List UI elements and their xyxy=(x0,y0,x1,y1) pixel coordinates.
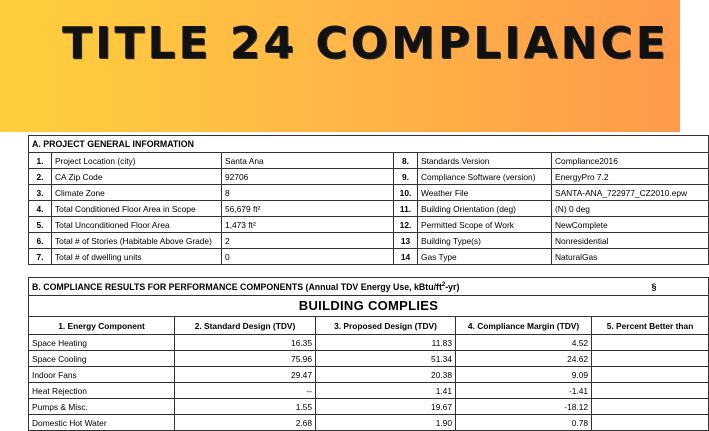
field-label: CA Zip Code xyxy=(52,169,222,185)
compliance-margin-value: -18.12 xyxy=(456,399,592,415)
field-label: Total # of Stories (Habitable Above Grade) xyxy=(52,233,222,249)
row-number: 7. xyxy=(29,249,52,265)
field-label: Total Conditioned Floor Area in Scope xyxy=(52,201,222,217)
column-header: 5. Percent Better than xyxy=(592,317,709,335)
compliance-results-table xyxy=(28,277,709,431)
section-a-title: A. PROJECT GENERAL INFORMATION xyxy=(29,136,709,153)
row-number: 8. xyxy=(394,153,418,169)
field-value: 8 xyxy=(222,185,394,201)
section-a-header-row xyxy=(29,136,709,153)
compliance-margin-value: 24.62 xyxy=(456,351,592,367)
field-value: SANTA-ANA_722977_CZ2010.epw xyxy=(552,185,709,201)
column-header: 1. Energy Component xyxy=(29,317,175,335)
field-value: 0 xyxy=(222,249,394,265)
compliance-margin-value: 0.78 xyxy=(456,415,592,431)
row-number: 10. xyxy=(394,185,418,201)
section-b-side-mark: § xyxy=(592,278,709,296)
info-row xyxy=(29,169,709,185)
compliance-document xyxy=(28,134,694,428)
field-label: Permitted Scope of Work xyxy=(418,217,552,233)
energy-component-row xyxy=(29,383,709,399)
field-label: Building Orientation (deg) xyxy=(418,201,552,217)
percent-better-value xyxy=(592,335,709,351)
energy-component-row xyxy=(29,335,709,351)
field-label: Weather File xyxy=(418,185,552,201)
component-name: Space Cooling xyxy=(29,351,175,367)
row-number: 4. xyxy=(29,201,52,217)
project-general-information-table xyxy=(28,135,709,265)
standard-design-value: 1.55 xyxy=(175,399,316,415)
info-row xyxy=(29,217,709,233)
proposed-design-value: 1.90 xyxy=(316,415,456,431)
component-name: Domestic Hot Water xyxy=(29,415,175,431)
row-number: 1. xyxy=(29,153,52,169)
field-label: Total # of dwelling units xyxy=(52,249,222,265)
field-value: NaturalGas xyxy=(552,249,709,265)
field-label: Total Unconditioned Floor Area xyxy=(52,217,222,233)
field-value: Nonresidential xyxy=(552,233,709,249)
field-label: Gas Type xyxy=(418,249,552,265)
percent-better-value xyxy=(592,399,709,415)
section-b-column-header-row xyxy=(29,317,709,335)
proposed-design-value: 11.83 xyxy=(316,335,456,351)
field-value: 2 xyxy=(222,233,394,249)
info-row xyxy=(29,153,709,169)
proposed-design-value: 51.34 xyxy=(316,351,456,367)
field-label: Compliance Software (version) xyxy=(418,169,552,185)
percent-better-value xyxy=(592,415,709,431)
energy-component-row xyxy=(29,367,709,383)
compliance-margin-value: 4.52 xyxy=(456,335,592,351)
proposed-design-value: 20.38 xyxy=(316,367,456,383)
field-value: Compliance2016 xyxy=(552,153,709,169)
building-complies-status: BUILDING COMPLIES xyxy=(29,296,709,317)
percent-better-value xyxy=(592,351,709,367)
field-value: 1,473 ft² xyxy=(222,217,394,233)
column-header: 2. Standard Design (TDV) xyxy=(175,317,316,335)
column-header: 4. Compliance Margin (TDV) xyxy=(456,317,592,335)
field-value: (N) 0 deg xyxy=(552,201,709,217)
field-value: EnergyPro 7.2 xyxy=(552,169,709,185)
standard-design-value: 16.35 xyxy=(175,335,316,351)
proposed-design-value: 1.41 xyxy=(316,383,456,399)
component-name: Pumps & Misc. xyxy=(29,399,175,415)
row-number: 9. xyxy=(394,169,418,185)
standard-design-value: 2.68 xyxy=(175,415,316,431)
field-value: 92706 xyxy=(222,169,394,185)
field-label: Building Type(s) xyxy=(418,233,552,249)
energy-component-row xyxy=(29,351,709,367)
proposed-design-value: 19.67 xyxy=(316,399,456,415)
component-name: Heat Rejection xyxy=(29,383,175,399)
column-header: 3. Proposed Design (TDV) xyxy=(316,317,456,335)
compliance-margin-value: 9.09 xyxy=(456,367,592,383)
row-number: 11. xyxy=(394,201,418,217)
percent-better-value xyxy=(592,367,709,383)
info-row xyxy=(29,185,709,201)
banner-title: TITLE 24 COMPLIANCE xyxy=(62,18,669,69)
info-row xyxy=(29,249,709,265)
row-number: 2. xyxy=(29,169,52,185)
field-label: Climate Zone xyxy=(52,185,222,201)
component-name: Space Heating xyxy=(29,335,175,351)
title-banner xyxy=(0,0,680,132)
standard-design-value: 75.96 xyxy=(175,351,316,367)
field-value: NewComplete xyxy=(552,217,709,233)
field-value: Santa Ana xyxy=(222,153,394,169)
standard-design-value: 29.47 xyxy=(175,367,316,383)
standard-design-value: -- xyxy=(175,383,316,399)
field-value: 56,679 ft² xyxy=(222,201,394,217)
row-number: 12. xyxy=(394,217,418,233)
info-row xyxy=(29,201,709,217)
row-number: 6. xyxy=(29,233,52,249)
info-row xyxy=(29,233,709,249)
row-number: 13 xyxy=(394,233,418,249)
row-number: 14 xyxy=(394,249,418,265)
compliance-margin-value: -1.41 xyxy=(456,383,592,399)
row-number: 5. xyxy=(29,217,52,233)
percent-better-value xyxy=(592,383,709,399)
building-complies-row xyxy=(29,296,709,317)
energy-component-row xyxy=(29,399,709,415)
component-name: Indoor Fans xyxy=(29,367,175,383)
section-b-title: B. COMPLIANCE RESULTS FOR PERFORMANCE COMPONENTS (Annual TDV Energy Use, kBtu/$ft^2-yr$) xyxy=(29,278,592,296)
row-number: 3. xyxy=(29,185,52,201)
field-label: Standards Version xyxy=(418,153,552,169)
energy-component-row xyxy=(29,415,709,431)
field-label: Project Location (city) xyxy=(52,153,222,169)
section-b-header-row xyxy=(29,278,709,296)
